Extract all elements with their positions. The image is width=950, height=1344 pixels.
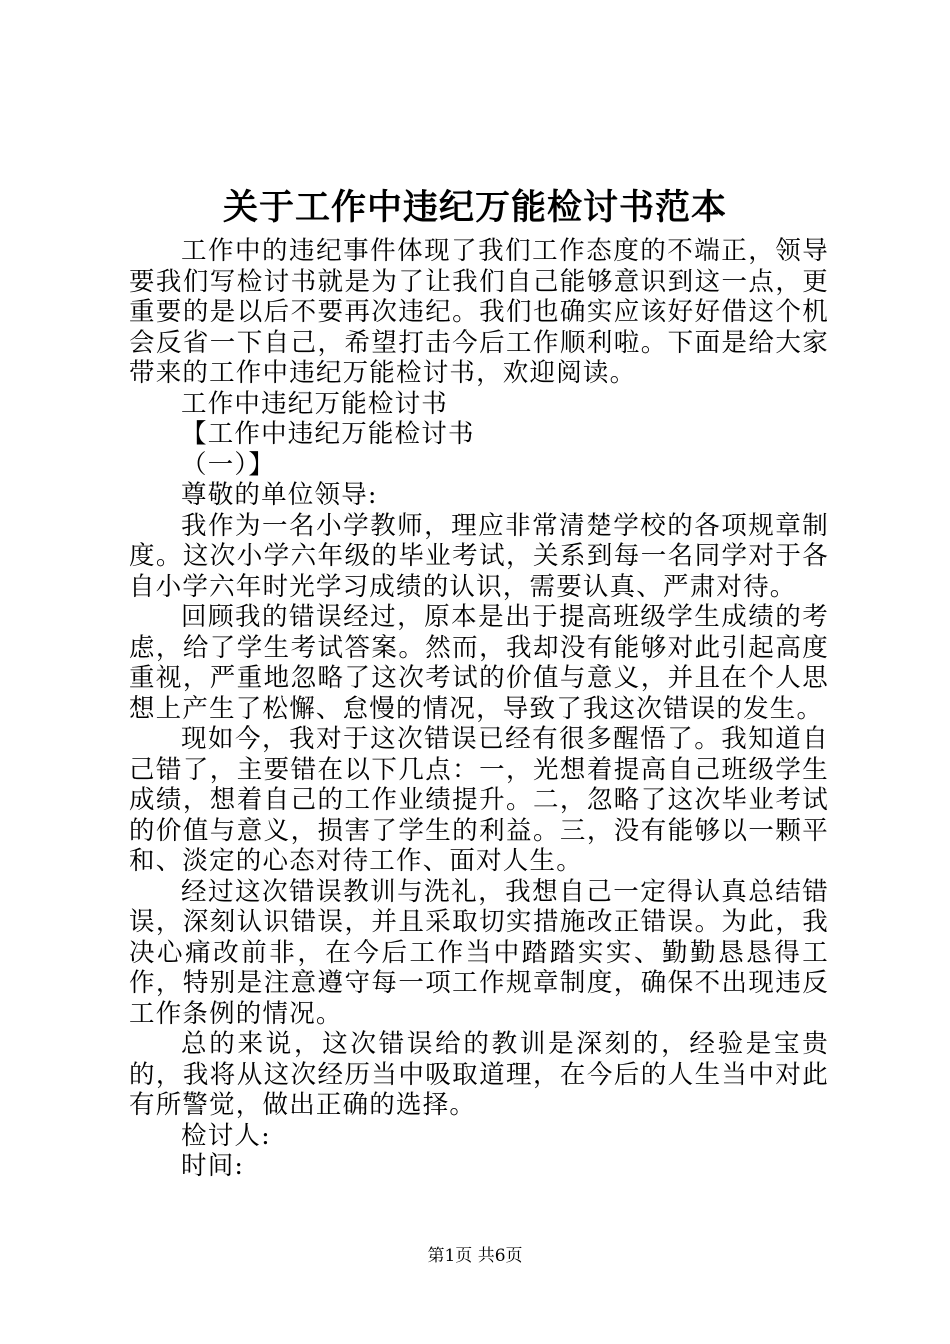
body-paragraph: 现如今，我对于这次错误已经有很多醒悟了。我知道自己错了，主要错在以下几点：一，光想着提高自己班级学生成绩，想着自己的工作业绩提升。二，忽略了这次毕业考试的价值与意义，损害了学生的利益。三，没有能够以一颗平和、淡定的心态对待工作、面对人生。 [129, 724, 829, 876]
salutation: 尊敬的单位领导: [181, 480, 378, 510]
section-heading-line-2: （一）】 [181, 449, 276, 480]
body-paragraph: 总的来说，这次错误给的教训是深刻的，经验是宝贵的，我将从这次经历当中吸取道理，在今后的人生当中对此有所警觉，做出正确的选择。 [129, 1029, 829, 1120]
document-title: 关于工作中违纪万能检讨书范本 [222, 187, 727, 228]
intro-paragraph: 工作中的违纪事件体现了我们工作态度的不端正，领导要我们写检讨书就是为了让我们自己能够意识到这一点，更重要的是以后不要再次违纪。我们也确实应该好好借这个机会反省一下自己，希望打击今后工作顺利啦。下面是给大家带来的工作中违纪万能检讨书，欢迎阅读。 [129, 236, 829, 388]
date-label: 时间: [181, 1151, 245, 1181]
page-footer: 第1页 共6页 [427, 1246, 523, 1266]
body-paragraph: 我作为一名小学教师，理应非常清楚学校的各项规章制度。这次小学六年级的毕业考试，关系到每一名同学对于各自小学六年时光学习成绩的认识，需要认真、严肃对待。 [129, 510, 829, 602]
body-paragraph: 经过这次错误教训与洗礼，我想自己一定得认真总结错误，深刻认识错误，并且采取切实措施改正错误。为此，我决心痛改前非，在今后工作当中踏踏实实、勤勤恳恳得工作，特别是注意遵守每一项工作规章制度，确保不出现违反工作条例的情况。 [129, 876, 829, 1029]
section-heading-line-1: 【工作中违纪万能检讨书 [181, 419, 475, 449]
document-body [129, 236, 829, 1182]
subtitle-line: 工作中违纪万能检讨书 [181, 388, 449, 419]
signature-label: 检讨人: [181, 1120, 271, 1151]
body-paragraph: 回顾我的错误经过，原本是出于提高班级学生成绩的考虑，给了学生考试答案。然而，我却没有能够对此引起高度重视，严重地忽略了这次考试的价值与意义，并且在个人思想上产生了松懈、怠慢的情况，导致了我这次错误的发生。 [129, 602, 829, 724]
